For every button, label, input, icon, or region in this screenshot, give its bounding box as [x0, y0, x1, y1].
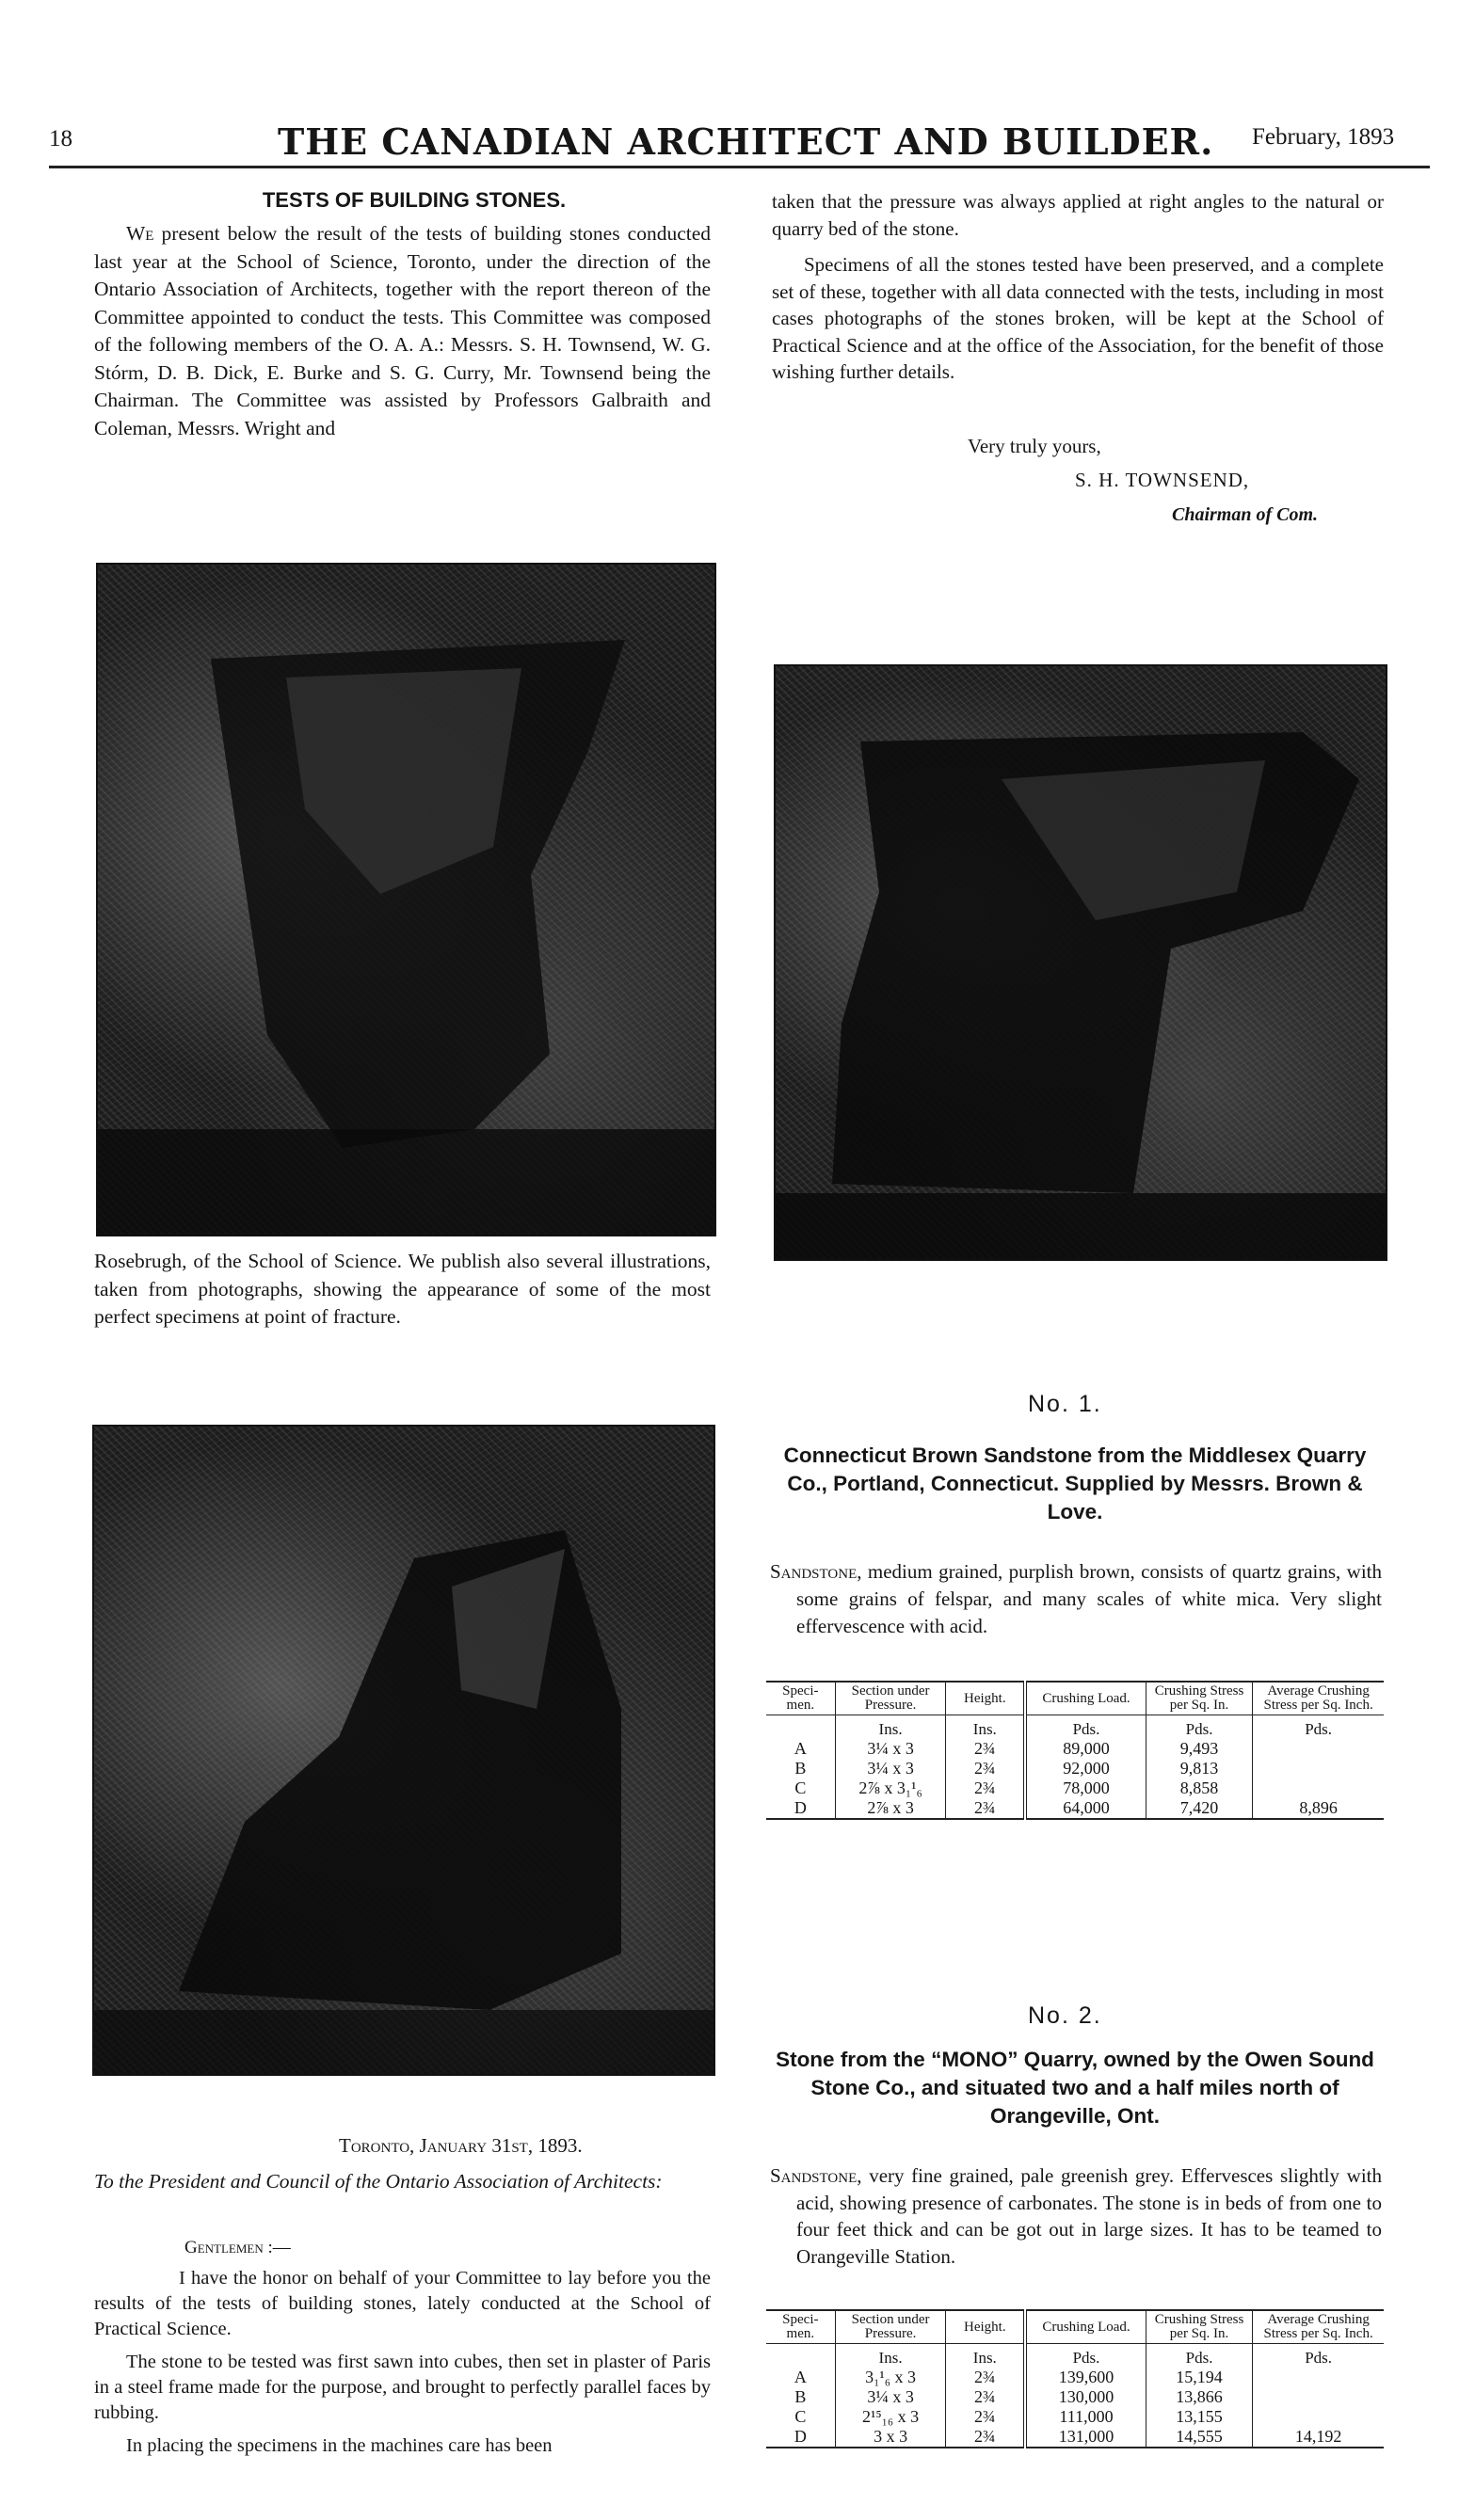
col-average-stress: Average Crushing Stress per Sq. Inch. — [1253, 1682, 1384, 1715]
page-number: 18 — [49, 126, 72, 152]
col-section: Section under Pressure. — [835, 1682, 946, 1715]
col-crushing-load: Crushing Load. — [1025, 1682, 1146, 1715]
table-row: B 3¼ x 3 2¾ 92,000 9,813 — [766, 1759, 1384, 1778]
stone-1-number: No. 1. — [1028, 1391, 1102, 1417]
right-paragraph-1: taken that the pressure was always applied at right angles to the natural or quarry bed of the stone. — [772, 190, 1384, 240]
table-row: C 2¹⁵₁₆ x 3 2¾ 111,000 13,155 — [766, 2407, 1384, 2427]
table-row: D 2⅞ x 3 2¾ 64,000 7,420 8,896 — [766, 1798, 1384, 1819]
stone-2-title: Stone from the “MONO” Quarry, owned by the Owen Sound Stone Co., and situated two and a half miles north of Orangeville, Ont. — [776, 2048, 1374, 2128]
right-paragraph-2: Specimens of all the stones tested have been preserved, and a complete set of these, together with all data connected with the tests, including in most cases photographs of the stones broken, will be kept at the School of Practical Science and at the office of the Association, for the benefit of those wishing further details. — [772, 253, 1384, 383]
stone-2-number: No. 2. — [1028, 2002, 1102, 2029]
col-crushing-stress: Crushing Stress per Sq. In. — [1146, 1682, 1252, 1715]
continuation-paragraph: Rosebrugh, of the School of Science. We publish also several illustrations, taken from photographs, showing the appearance of some of the most perfect specimens at point of fracture. — [94, 1250, 711, 1328]
stone-1-title: Connecticut Brown Sandstone from the Middlesex Quarry Co., Portland, Connecticut. Supplied by Messrs. Brown & Love. — [783, 1443, 1367, 1523]
table-row: A 3₁¹₆ x 3 2¾ 139,600 15,194 — [766, 2368, 1384, 2387]
col-height: Height. — [946, 1682, 1025, 1715]
table-row: B 3¼ x 3 2¾ 130,000 13,866 — [766, 2387, 1384, 2407]
letter-addressee: To the President and Council of the Ontario Association of Architects: — [94, 2170, 663, 2193]
table-row: D 3 x 3 2¾ 131,000 14,555 14,192 — [766, 2427, 1384, 2448]
stone-1-description: Sandstone, medium grained, purplish brown, consists of quartz grains, with some grains of felspar, and many scales of white mica. Very slight effervescence with acid. — [770, 1560, 1382, 1637]
stone-1-table-header — [766, 1682, 1384, 1715]
col-crushing-load: Crushing Load. — [1025, 2310, 1146, 2344]
masthead-title: THE CANADIAN ARCHITECT AND BUILDER. — [278, 120, 1214, 163]
table-units-row: Ins. Ins. Pds. Pds. Pds. — [766, 1715, 1384, 1740]
letter-paragraph-1: I have the honor on behalf of your Committee to lay before you the results of the tests of building stones, lately conducted at the School of Practical Science. — [94, 2268, 711, 2339]
col-height: Height. — [946, 2310, 1025, 2344]
stone-2-table — [766, 2309, 1384, 2448]
letter-paragraph-2: The stone to be tested was first sawn into cubes, then set in plaster of Paris in a steel frame made for the purpose, and brought to perfectly parallel faces by rubbing. — [94, 2352, 711, 2423]
masthead-rule — [49, 166, 1430, 168]
col-crushing-stress: Crushing Stress per Sq. In. — [1146, 2310, 1252, 2344]
specimen-photo-3 — [774, 664, 1387, 1261]
article-title: TESTS OF BUILDING STONES. — [262, 188, 567, 212]
intro-lead-word: We — [126, 222, 154, 245]
intro-paragraph — [94, 220, 711, 442]
col-section: Section under Pressure. — [835, 2310, 946, 2344]
col-average-stress: Average Crushing Stress per Sq. Inch. — [1253, 2310, 1384, 2344]
table-row: A 3¼ x 3 2¾ 89,000 9,493 — [766, 1739, 1384, 1759]
stone-2-table-header — [766, 2310, 1384, 2344]
issue-date: February, 1893 — [1252, 124, 1395, 150]
stone-2-description: Sandstone, very fine grained, pale greenish grey. Effervesces slightly with acid, showing presence of carbonates. The stone is in beds of from one to four feet thick and can be got out in large sizes. It has to be teamed to Orangeville Station. — [770, 2164, 1383, 2268]
col-specimen: Speci-men. — [766, 1682, 835, 1715]
closing: Very truly yours, — [968, 435, 1101, 457]
specimen-photo-1 — [96, 563, 716, 1236]
letter-body — [94, 2266, 711, 2459]
letter-paragraph-3: In placing the specimens in the machines care has been — [126, 2435, 553, 2456]
right-column-text — [772, 188, 1384, 386]
stone-1-table — [766, 1681, 1384, 1820]
table-units-row: Ins. Ins. Pds. Pds. Pds. — [766, 2344, 1384, 2368]
table-row: C 2⅞ x 3₁¹₆ 2¾ 78,000 8,858 — [766, 1778, 1384, 1798]
col-specimen: Speci-men. — [766, 2310, 835, 2344]
intro-text: present below the result of the tests of building stones conducted last year at the School of Science, Toronto, under the direction of the Ontario Association of Architects, together with the report thereon of the Committee appointed to conduct the tests. This Committee was composed of the following members of the O. A. A.: Messrs. S. H. Townsend, W. G. Stórm, D. B. Dick, E. Burke and S. G. Curry, Mr. Townsend being the Chairman. The Committee was assisted by Professors Galbraith and Coleman, Messrs. Wright and — [94, 222, 711, 439]
salutation: Gentlemen :— — [184, 2238, 291, 2257]
signature-title: Chairman of Com. — [1172, 504, 1319, 525]
letter-place-date: Toronto, January 31st, 1893. — [339, 2134, 583, 2157]
specimen-photo-2 — [92, 1425, 715, 2076]
signature: S. H. TOWNSEND, — [1075, 469, 1250, 491]
